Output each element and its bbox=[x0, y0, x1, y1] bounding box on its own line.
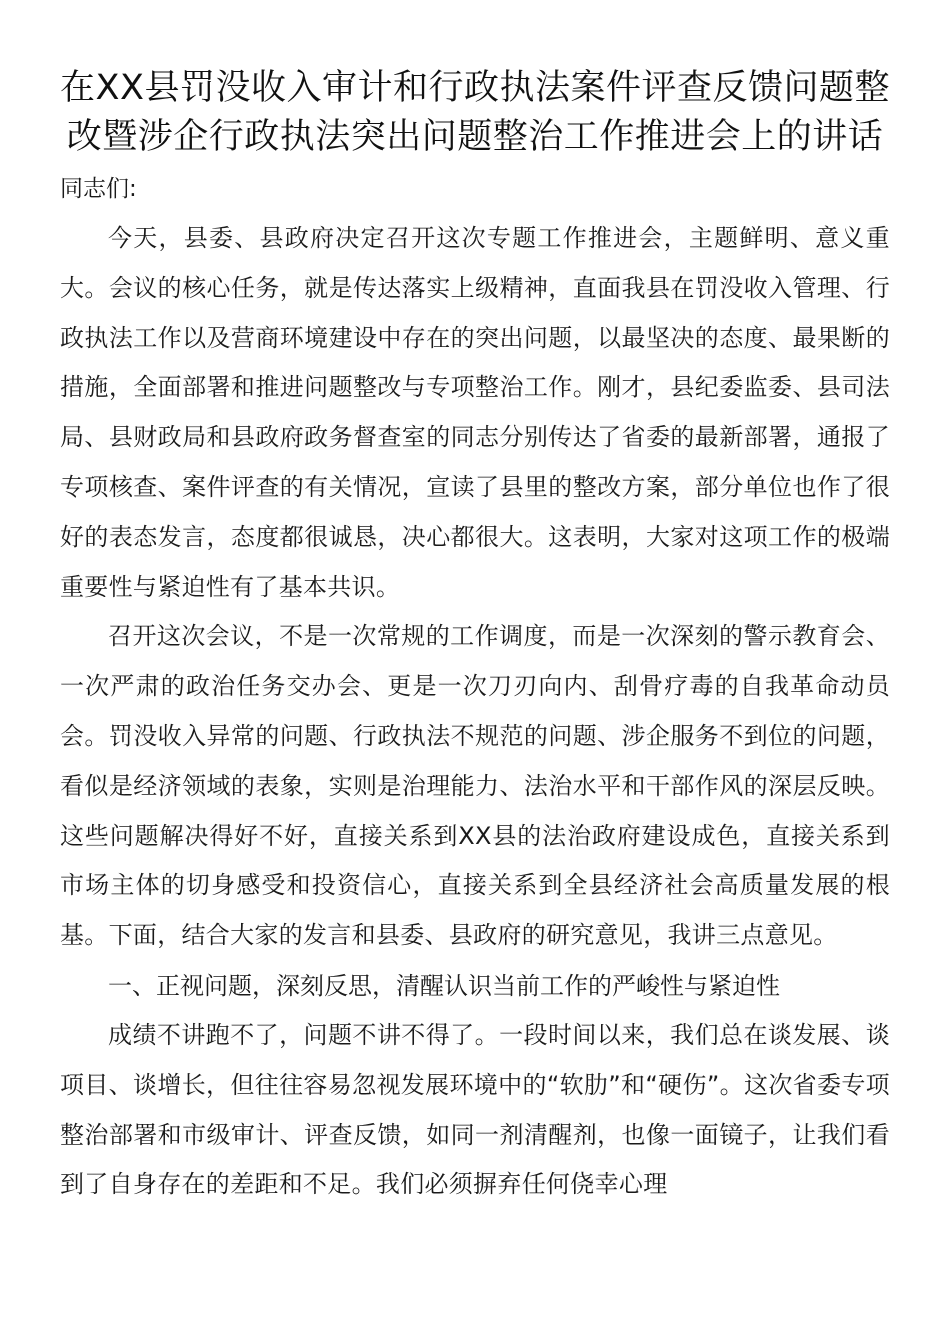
salutation: 同志们: bbox=[60, 176, 137, 202]
paragraph-section-1: 成绩不讲跑不了，问题不讲不得了。一段时间以来，我们总在谈发展、谈项目、谈增长，但往往容易忽视发展环境中的“软肋”和“硬伤”。这次省委专项整治部署和市级审计、评查反馈，如同一剂清醒剂，也像一面镜子，让我们看到了自身存在的差距和不足。我们必须摒弃任何侥幸心理 bbox=[60, 1020, 890, 1199]
title-line-2: 改暨涉企行政执法突出问题整治工作推进会上的讲话 bbox=[66, 117, 884, 157]
title-line-1: 在XX县罚没收入审计和行政执法案件评查反馈问题整 bbox=[60, 68, 890, 108]
section-heading-1: 一、正视问题，深刻反思，清醒认识当前工作的严峻性与紧迫性 bbox=[108, 971, 780, 1000]
paragraph-purpose: 召开这次会议，不是一次常规的工作调度，而是一次深刻的警示教育会、一次严肃的政治任务交办会、更是一次刀刃向内、刮骨疗毒的自我革命动员会。罚没收入异常的问题、行政执法不规范的问题、涉企服务不到位的问题，看似是经济领域的表象，实则是治理能力、法治水平和干部作风的深层反映。这些问题解决得好不好，直接关系到XX县的法治政府建设成色，直接关系到市场主体的切身感受和投资信心，直接关系到全县经济社会高质量发展的根基。下面，结合大家的发言和县委、县政府的研究意见，我讲三点意见。 bbox=[60, 622, 890, 950]
paragraph-opening: 今天，县委、县政府决定召开这次专题工作推进会，主题鲜明、意义重大。会议的核心任务，就是传达落实上级精神，直面我县在罚没收入管理、行政执法工作以及营商环境建设中存在的突出问题，以最坚决的态度、最果断的措施，全面部署和推进问题整改与专项整治工作。刚才，县纪委监委、县司法局、县财政局和县政府政务督查室的同志分别传达了省委的最新部署，通报了专项核查、案件评查的有关情况，宣读了县里的整改方案，部分单位也作了很好的表态发言，态度都很诚恳，决心都很大。这表明，大家对这项工作的极端重要性与紧迫性有了基本共识。 bbox=[60, 224, 890, 601]
document-title bbox=[60, 64, 890, 162]
